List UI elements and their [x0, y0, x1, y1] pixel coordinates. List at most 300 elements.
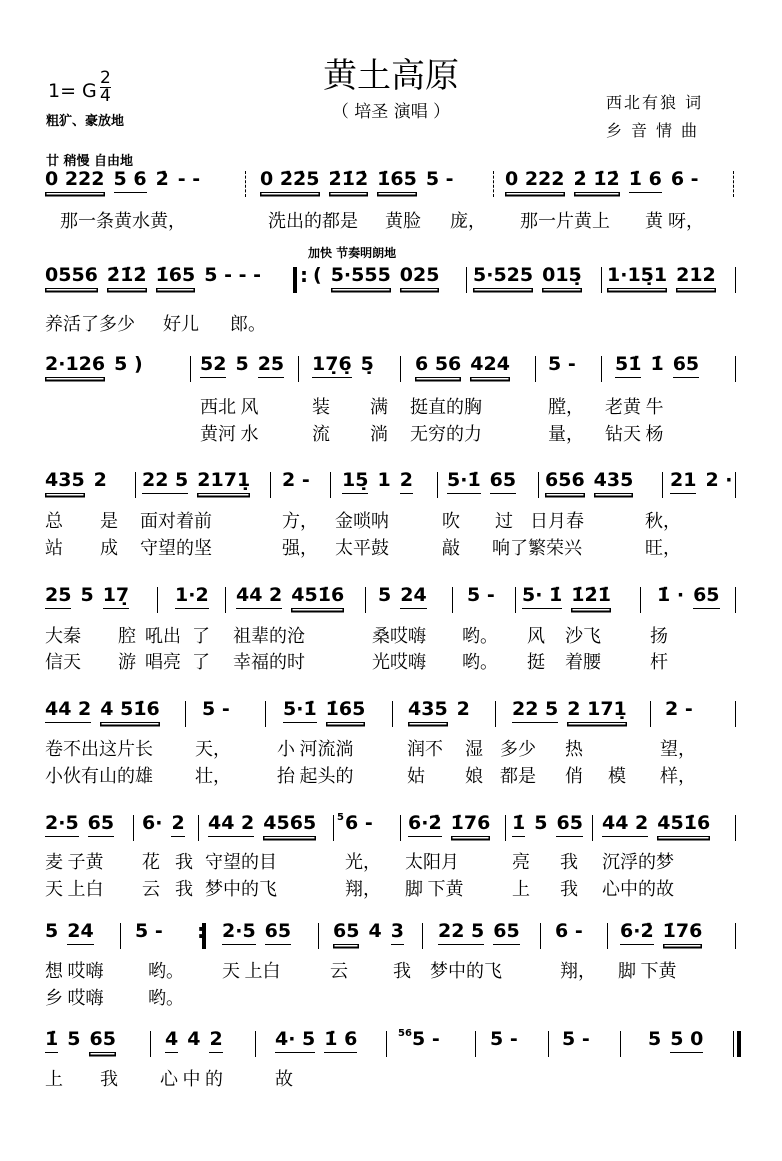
note-group: 435 [408, 698, 448, 723]
note-group: 2171̣ [197, 469, 250, 494]
note-group: 5 - [467, 584, 495, 606]
measure [505, 168, 708, 193]
lyric-segment: 心中的故 [602, 879, 674, 899]
lyric-segment: 金唢呐 [335, 511, 389, 531]
barline [265, 701, 266, 727]
note-group: 435 [45, 469, 85, 494]
note-group: 65 [693, 584, 719, 609]
barline [270, 472, 271, 498]
lyric-segment: 小伙有山的雄 [45, 766, 153, 786]
note-group: 5 - [412, 1028, 440, 1050]
barline [466, 267, 467, 293]
measure [313, 264, 448, 289]
barline [452, 587, 453, 613]
lyric-segment: 过 [495, 511, 513, 531]
note-group: 6·2̇ [620, 920, 654, 945]
note-group: 65 [556, 812, 582, 837]
measure [45, 812, 123, 837]
lyric-segment: 壮， [195, 766, 231, 786]
barline [640, 587, 641, 613]
measure [236, 584, 353, 609]
barline [298, 356, 299, 382]
lyric-segment: 上 [512, 879, 530, 899]
lyric-segment: 面对着前 [140, 511, 212, 531]
note-group: 1̇76 [663, 920, 703, 945]
barline [365, 587, 366, 613]
note-group: 6 - [345, 812, 373, 834]
tempo-marking-main: 加快 节奏明朗地 [308, 246, 397, 260]
lyric-segment: 风 [527, 626, 545, 646]
note-group: ( [313, 264, 322, 286]
lyric-segment: 云 [330, 961, 348, 981]
note-group: 22 5 [512, 698, 558, 723]
barline [505, 815, 506, 841]
measure [342, 469, 422, 494]
note-group: 52 [200, 353, 226, 378]
measure [648, 1028, 712, 1053]
note-group: 22 5 [142, 469, 188, 494]
expression-marking: 粗犷、豪放地 [46, 114, 125, 129]
measure [45, 584, 138, 609]
measure [333, 920, 413, 945]
note-group: 51̇ [615, 353, 641, 378]
note-group: 2 [456, 698, 470, 720]
note-group: 44 2 [45, 698, 91, 723]
lyric-segment: 故 [275, 1069, 293, 1089]
lyric-segment: 梦中的飞 [430, 961, 502, 981]
barline [135, 472, 136, 498]
note-group: 2 [171, 812, 184, 837]
lyric-segment: 娘 [465, 766, 483, 786]
note-group: 6·2̇ [408, 812, 442, 837]
lyric-segment: 挺直的胸 [410, 397, 482, 417]
note-group: 5 [80, 584, 94, 606]
barline [735, 815, 736, 841]
lyric-segment: 吹 [442, 511, 460, 531]
measure [378, 584, 436, 609]
barline [620, 1031, 621, 1057]
note-group: 25 [258, 353, 284, 378]
grace-note: 5 [337, 812, 344, 823]
lyric-segment: 扬 [650, 626, 668, 646]
barline [422, 923, 423, 949]
lyric-segment: 热 [565, 739, 583, 759]
note-group: 5·555 [331, 264, 391, 289]
measure [670, 469, 742, 494]
note-group: 5 - [135, 920, 163, 942]
note-group: 2̇ [155, 168, 169, 190]
note-group: 4 [165, 1028, 178, 1053]
note-group: 17̣6̣ [312, 353, 352, 378]
barline [133, 815, 134, 841]
note-group: 5 - [562, 1028, 590, 1050]
barline [150, 1031, 151, 1057]
note-group: 212 [676, 264, 716, 289]
barline [333, 815, 334, 841]
lyric-segment: 站 [45, 538, 63, 558]
measure [45, 1028, 125, 1053]
barline [607, 923, 608, 949]
composer-credit: 乡音情曲 [606, 121, 707, 140]
note-group: 44 2 [208, 812, 254, 837]
lyric-segment: 光哎嗨 [372, 652, 426, 672]
grace-note: 56 [398, 1028, 412, 1039]
barline [735, 356, 736, 382]
lyric-segment: 亮 [512, 852, 530, 872]
note-group: 5 [648, 1028, 662, 1050]
note-group: 2 · [705, 469, 733, 491]
note-group: 0 222 [505, 168, 565, 193]
note-group: 1̇ [512, 812, 525, 837]
note-group: 65 [673, 353, 699, 378]
measure [467, 584, 504, 608]
note-group: 6 - [670, 168, 699, 190]
lyric-segment: 大秦 [45, 626, 81, 646]
note-group: 1·2 [175, 584, 209, 609]
measure [620, 920, 711, 945]
note-group: 5̣ [360, 353, 374, 375]
lyric-segment: 哟。 [148, 988, 184, 1008]
note-group: 5 ) [114, 353, 143, 375]
lyric-segment: 量， [548, 424, 584, 444]
lyric-segment: 呀， [668, 211, 704, 231]
lyric-segment: 上 [45, 1069, 63, 1089]
lyric-segment: 心 中 的 [160, 1069, 223, 1089]
note-group: 4 [368, 920, 382, 942]
measure [512, 698, 636, 723]
lyric-segment: 我 [560, 879, 578, 899]
lyric-segment: 黄 [645, 211, 663, 231]
barline [330, 472, 331, 498]
note-group: 25 [45, 584, 71, 609]
barline [386, 1031, 387, 1057]
note-group: 424 [470, 353, 510, 378]
lyric-segment: 了 [192, 652, 210, 672]
note-group: 65 [333, 920, 359, 945]
note-group: 5· 1̇ [522, 584, 562, 609]
note-group: 5 - [202, 698, 230, 720]
measure [615, 353, 708, 378]
lyric-segment: 我 [560, 852, 578, 872]
lyric-segment: 唱亮 [145, 652, 181, 672]
measure [312, 353, 383, 378]
note-group: 2̇ 1̇2̇ [574, 168, 620, 193]
note-group: 2 [209, 1028, 222, 1053]
note-group: 2 [93, 469, 107, 491]
note-group: 44 2 [236, 584, 282, 609]
note-group: 15̣ [342, 469, 368, 494]
barline-rep-start [293, 267, 297, 293]
note-group: - - [177, 168, 201, 190]
note-group: 451̇6 [291, 584, 344, 609]
note-group: 1·15̣1 [607, 264, 667, 289]
measure [345, 812, 382, 836]
barline [157, 587, 158, 613]
key-signature: 1= G [48, 80, 97, 102]
lyric-segment: 样， [660, 766, 696, 786]
lyric-segment: 卷不出这片长 [45, 739, 153, 759]
measure [548, 353, 585, 377]
lyric-segment: 敲 [442, 538, 460, 558]
note-group: 1̇ [45, 1028, 58, 1053]
lyric-segment: 我 [175, 879, 193, 899]
lyric-segment: 太阳月 [405, 852, 459, 872]
lyric-segment: 俏 [565, 766, 583, 786]
barline [120, 923, 121, 949]
lyric-segment: 花 [142, 852, 160, 872]
lyric-segment: 日月春 [530, 511, 584, 531]
lyric-segment: 翔， [345, 879, 381, 899]
note-group: 5 - - - [204, 264, 261, 286]
lyric-segment: 小 河流淌 [277, 739, 354, 759]
lyric-segment: 湿 [465, 739, 483, 759]
measure [602, 812, 719, 837]
note-group: 22 5 [438, 920, 484, 945]
lyric-segment: 洗出的都是 [268, 211, 358, 231]
lyric-segment: 成 [100, 538, 118, 558]
measure [45, 353, 152, 378]
measure [447, 469, 525, 494]
note-group: 1̇65 [326, 698, 366, 723]
note-group: 0556 [45, 264, 98, 289]
measure [665, 698, 702, 722]
barline [475, 1031, 476, 1057]
barline-dash [493, 171, 494, 197]
note-group: 025 [400, 264, 440, 289]
barline-rep-end [202, 923, 206, 949]
lyric-segment: 光， [345, 852, 381, 872]
lyric-segment: 着腰 [565, 652, 601, 672]
note-group: 2 171̣ [567, 698, 627, 723]
time-signature-bottom: 4 [100, 86, 111, 106]
measure [473, 264, 591, 289]
lyric-segment: 梦中的飞 [205, 879, 277, 899]
lyric-segment: 天 上白 [45, 879, 104, 899]
note-group: 4· 5 [275, 1028, 315, 1053]
lyric-segment: 哟。 [462, 626, 498, 646]
lyric-segment: 黄河 水 [200, 424, 259, 444]
lyric-segment: 挺 [527, 652, 545, 672]
measure [522, 584, 620, 609]
note-group: 1̇ [650, 353, 664, 375]
note-group: 1̇65 [377, 168, 417, 193]
measure [412, 1028, 449, 1052]
lyric-segment: 好儿 [163, 314, 199, 334]
lyric-segment: 了 [192, 626, 210, 646]
note-group: 24 [67, 920, 93, 945]
barline [535, 356, 536, 382]
lyric-segment: 我 [393, 961, 411, 981]
lyric-segment: 哟。 [148, 961, 184, 981]
lyric-segment: 守望的坚 [140, 538, 212, 558]
measure [283, 698, 374, 723]
measure [222, 920, 300, 945]
barline [601, 356, 602, 382]
barline-dash [733, 171, 734, 197]
lyric-segment: 那一条黄水黄， [60, 211, 186, 231]
note-group: 65 [265, 920, 291, 945]
lyric-segment: 幸福的时 [233, 652, 305, 672]
note-group: 2·5 [222, 920, 256, 945]
lyric-segment: 淌 [370, 424, 388, 444]
note-group: 1̇76 [451, 812, 491, 837]
lyric-segment: 庞， [450, 211, 486, 231]
barline [185, 701, 186, 727]
barline [735, 267, 736, 293]
note-group: 5·1̇ [283, 698, 317, 723]
time-signature [100, 70, 111, 105]
note-group: 1 [377, 469, 391, 491]
barline [540, 923, 541, 949]
measure [275, 1028, 366, 1053]
barline [190, 356, 191, 382]
lyric-segment: 旺， [645, 538, 681, 558]
lyric-segment: 无穷的力 [410, 424, 482, 444]
lyric-segment: 脚 下黄 [405, 879, 464, 899]
lyric-segment: 沉浮的梦 [602, 852, 674, 872]
barline [592, 815, 593, 841]
measure [607, 264, 725, 289]
measure [45, 920, 103, 945]
lyric-segment: 乡 哎嗨 [45, 988, 104, 1008]
note-group: 65 [88, 812, 114, 837]
lyric-segment: 我 [100, 1069, 118, 1089]
lyric-segment: 我 [175, 852, 193, 872]
barline-dash [245, 171, 246, 197]
note-group: 65 [490, 469, 516, 494]
lyric-segment: 沙飞 [565, 626, 601, 646]
note-group: 65 [89, 1028, 115, 1053]
lyric-segment: 麦 子黄 [45, 852, 104, 872]
note-group: 4565 [263, 812, 316, 837]
lyric-segment: 都是 [500, 766, 536, 786]
note-group: 6· [142, 812, 163, 834]
lyric-segment: 老黄 牛 [605, 397, 664, 417]
note-group: 5 [534, 812, 548, 834]
barline [437, 472, 438, 498]
lyric-segment: 游 [118, 652, 136, 672]
note-group: 656 [545, 469, 585, 494]
note-group: 5 6 [114, 168, 147, 193]
lyricist-credit: 西北有狼 词 [606, 93, 704, 112]
lyric-segment: 抬 起头的 [277, 766, 354, 786]
measure [408, 812, 499, 837]
note-group: 0 222 [45, 168, 105, 193]
lyric-segment: 养活了多少 [45, 314, 135, 334]
lyric-segment: 望， [660, 739, 696, 759]
lyric-segment: 响了繁荣兴 [492, 538, 582, 558]
note-group: 5 - [490, 1028, 518, 1050]
note-group: 1̇ · [657, 584, 685, 606]
note-group: 5·1̇ [447, 469, 481, 494]
note-group: 17̣ [103, 584, 129, 609]
lyric-segment: 太平鼓 [335, 538, 389, 558]
lyric-segment: 润不 [407, 739, 443, 759]
note-group: 6 - [555, 920, 583, 942]
measure [282, 469, 319, 493]
lyric-segment: 翔， [560, 961, 596, 981]
note-group: 1̇65 [156, 264, 196, 289]
lyric-segment: 装 [312, 397, 330, 417]
song-title: 黄土高原 [323, 56, 459, 96]
note-group: 4 [187, 1028, 201, 1050]
barline [225, 587, 226, 613]
measure [202, 698, 239, 722]
measure [512, 812, 592, 837]
note-group: 2·126 [45, 353, 105, 378]
note-group: 015̣ [542, 264, 582, 289]
lyric-segment: 祖辈的沧 [233, 626, 305, 646]
lyric-segment: 吼出 [145, 626, 181, 646]
measure [165, 1028, 232, 1053]
note-group: 2·5 [45, 812, 79, 837]
note-group: 5 [378, 584, 392, 606]
lyric-segment: 是 [100, 511, 118, 531]
measure [490, 1028, 527, 1052]
lyric-segment: 模 [608, 766, 626, 786]
lyric-segment: 秋， [645, 511, 681, 531]
barline [318, 923, 319, 949]
note-group: 5 [45, 920, 59, 942]
barline [400, 356, 401, 382]
note-group: 5 0 [670, 1028, 703, 1053]
barline-end [733, 1031, 734, 1057]
lyric-segment: 腔 [118, 626, 136, 646]
lyric-segment: 姑 [407, 766, 425, 786]
note-group: 1̇ 6 [324, 1028, 357, 1053]
measure [438, 920, 529, 945]
lyric-segment: 膛， [548, 397, 584, 417]
note-group: 1̇2̇1̇ [571, 584, 611, 609]
barline [735, 701, 736, 727]
measure [200, 353, 293, 378]
note-group: 5 [67, 1028, 81, 1050]
lyric-segment: 云 [142, 879, 160, 899]
note-group: 435 [594, 469, 634, 494]
note-group: 5 - [425, 168, 454, 190]
note-group: 44 2 [602, 812, 648, 837]
measure [45, 698, 169, 723]
lyric-segment: 桑哎嗨 [372, 626, 426, 646]
tempo-marking-intro: 廿 稍慢 自由地 [46, 154, 134, 169]
measure [545, 469, 642, 494]
measure [45, 168, 209, 193]
note-group: 3 [391, 920, 404, 945]
lyric-segment: 脚 下黄 [618, 961, 677, 981]
note-group: 24 [400, 584, 426, 609]
barline [400, 815, 401, 841]
lyric-segment: 西北 风 [200, 397, 259, 417]
note-group: 1̇ 6 [629, 168, 662, 193]
lyric-segment: 流 [312, 424, 330, 444]
lyric-segment: 黄脸 [385, 211, 421, 231]
barline [548, 1031, 549, 1057]
lyric-segment: 哟。 [462, 652, 498, 672]
barline [735, 923, 736, 949]
measure [45, 264, 270, 289]
lyric-segment: 天 上白 [222, 961, 281, 981]
measure [45, 469, 116, 494]
lyric-segment: 守望的目 [205, 852, 277, 872]
lyric-segment: 总 [45, 511, 63, 531]
barline [538, 472, 539, 498]
lyric-segment: 满 [370, 397, 388, 417]
lyric-segment: 方， [282, 511, 318, 531]
note-group: 2̇1̇2̇ [107, 264, 147, 289]
barline [735, 587, 736, 613]
note-group: 2 - [282, 469, 310, 491]
measure [415, 353, 519, 378]
